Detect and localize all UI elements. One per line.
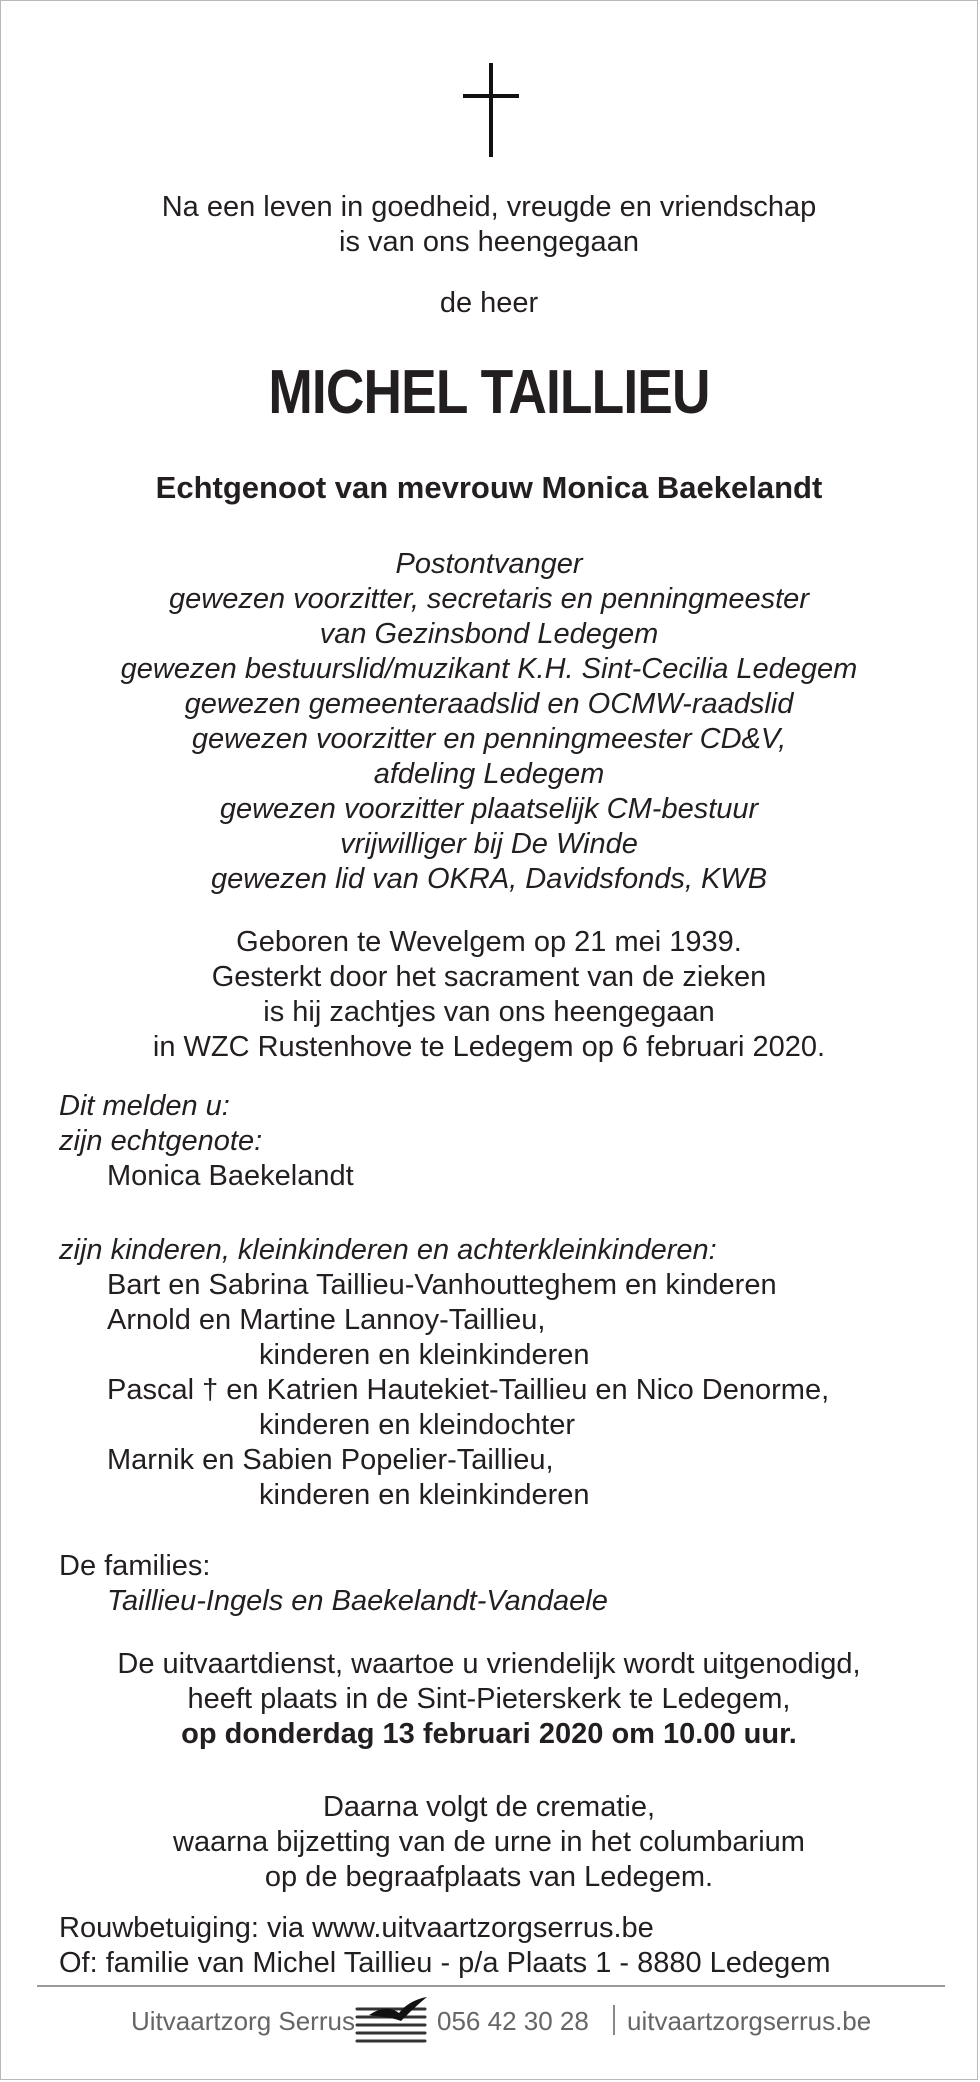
cremation-line-3: op de begraafplaats van Ledegem. bbox=[264, 1861, 714, 1893]
role-line: van Gezinsbond Ledegem bbox=[319, 618, 659, 650]
birth-death-block bbox=[1, 925, 977, 1065]
announce-header: Dit melden u: bbox=[59, 1090, 230, 1122]
children-label: zijn kinderen, kleinkinderen en achterkleinkinderen: bbox=[59, 1234, 717, 1266]
cross-icon bbox=[489, 63, 493, 157]
intro-line-2: is van ons heengegaan bbox=[339, 226, 639, 258]
role-line: afdeling Ledegem bbox=[373, 758, 605, 790]
role-line: gewezen bestuurslid/muzikant K.H. Sint-Cecilia Ledegem bbox=[120, 653, 858, 685]
cremation-line-1: Daarna volgt de crematie, bbox=[322, 1791, 656, 1823]
birth-death-line: Geboren te Wevelgem op 21 mei 1939. bbox=[236, 926, 742, 958]
birth-death-line: is hij zachtjes van ons heengegaan bbox=[263, 996, 715, 1028]
child-line: kinderen en kleindochter bbox=[259, 1409, 575, 1441]
spouse-line: Echtgenoot van mevrouw Monica Baekelandt bbox=[155, 470, 823, 505]
families-names: Taillieu-Ingels en Baekelandt-Vandaele bbox=[107, 1585, 608, 1617]
role-line: vrijwilliger bij De Winde bbox=[340, 828, 638, 860]
footer-separator bbox=[613, 2005, 615, 2035]
footer-website: uitvaartzorgserrus.be bbox=[627, 2006, 872, 2036]
child-line: kinderen en kleinkinderen bbox=[259, 1479, 590, 1511]
role-line: gewezen voorzitter, secretaris en penningmeester bbox=[169, 583, 809, 615]
child-line: Pascal † en Katrien Hautekiet-Taillieu en Nico Denorme, bbox=[107, 1374, 830, 1406]
role-line: Postontvanger bbox=[395, 548, 583, 580]
child-line: Arnold en Martine Lannoy-Taillieu, bbox=[107, 1304, 546, 1336]
child-line: kinderen en kleinkinderen bbox=[259, 1339, 590, 1371]
role-line: gewezen gemeenteraadslid en OCMW-raadslid bbox=[184, 688, 794, 720]
deceased-name: MICHEL TAILLIEU bbox=[268, 358, 710, 427]
birth-death-line: Gesterkt door het sacrament van de zieken bbox=[211, 961, 767, 993]
cremation-line-2: waarna bijzetting van de urne in het columbarium bbox=[173, 1826, 805, 1858]
child-line: Bart en Sabrina Taillieu-Vanhoutteghem en kinderen bbox=[107, 1269, 777, 1301]
footer-company: Uitvaartzorg Serrus bbox=[131, 2006, 355, 2036]
birth-death-line: in WZC Rustenhove te Ledegem op 6 februari 2020. bbox=[152, 1031, 826, 1063]
service-line-1: De uitvaartdienst, waartoe u vriendelijk wordt uitgenodigd, bbox=[117, 1648, 861, 1680]
service-line-2: heeft plaats in de Sint-Pieterskerk te Ledegem, bbox=[187, 1683, 791, 1715]
footer-phone: 056 42 30 28 bbox=[437, 2006, 589, 2036]
roles-list bbox=[1, 547, 977, 897]
role-line: gewezen lid van OKRA, Davidsfonds, KWB bbox=[210, 863, 768, 895]
bird-over-waves-icon bbox=[351, 1993, 431, 2051]
child-line: Marnik en Sabien Popelier-Taillieu, bbox=[107, 1444, 554, 1476]
footer-divider bbox=[37, 1985, 945, 1987]
families-label: De families: bbox=[59, 1550, 211, 1582]
role-line: gewezen voorzitter plaatselijk CM-bestuur bbox=[219, 793, 759, 825]
cross-icon-bar bbox=[463, 94, 519, 98]
condolence-line-2: Of: familie van Michel Taillieu - p/a Plaats 1 - 8880 Ledegem bbox=[59, 1947, 831, 1979]
intro-line-1: Na een leven in goedheid, vreugde en vriendschap bbox=[161, 191, 817, 223]
role-line: gewezen voorzitter en penningmeester CD&V, bbox=[191, 723, 787, 755]
condolence-line-1: Rouwbetuiging: via www.uitvaartzorgserrus.be bbox=[59, 1912, 654, 1944]
spouse-name: Monica Baekelandt bbox=[107, 1160, 354, 1192]
spouse-label: zijn echtgenote: bbox=[59, 1125, 263, 1157]
service-datetime: op donderdag 13 februari 2020 om 10.00 uur. bbox=[181, 1718, 797, 1750]
deceased-name-wrap bbox=[1, 353, 977, 433]
salutation: de heer bbox=[439, 287, 539, 319]
